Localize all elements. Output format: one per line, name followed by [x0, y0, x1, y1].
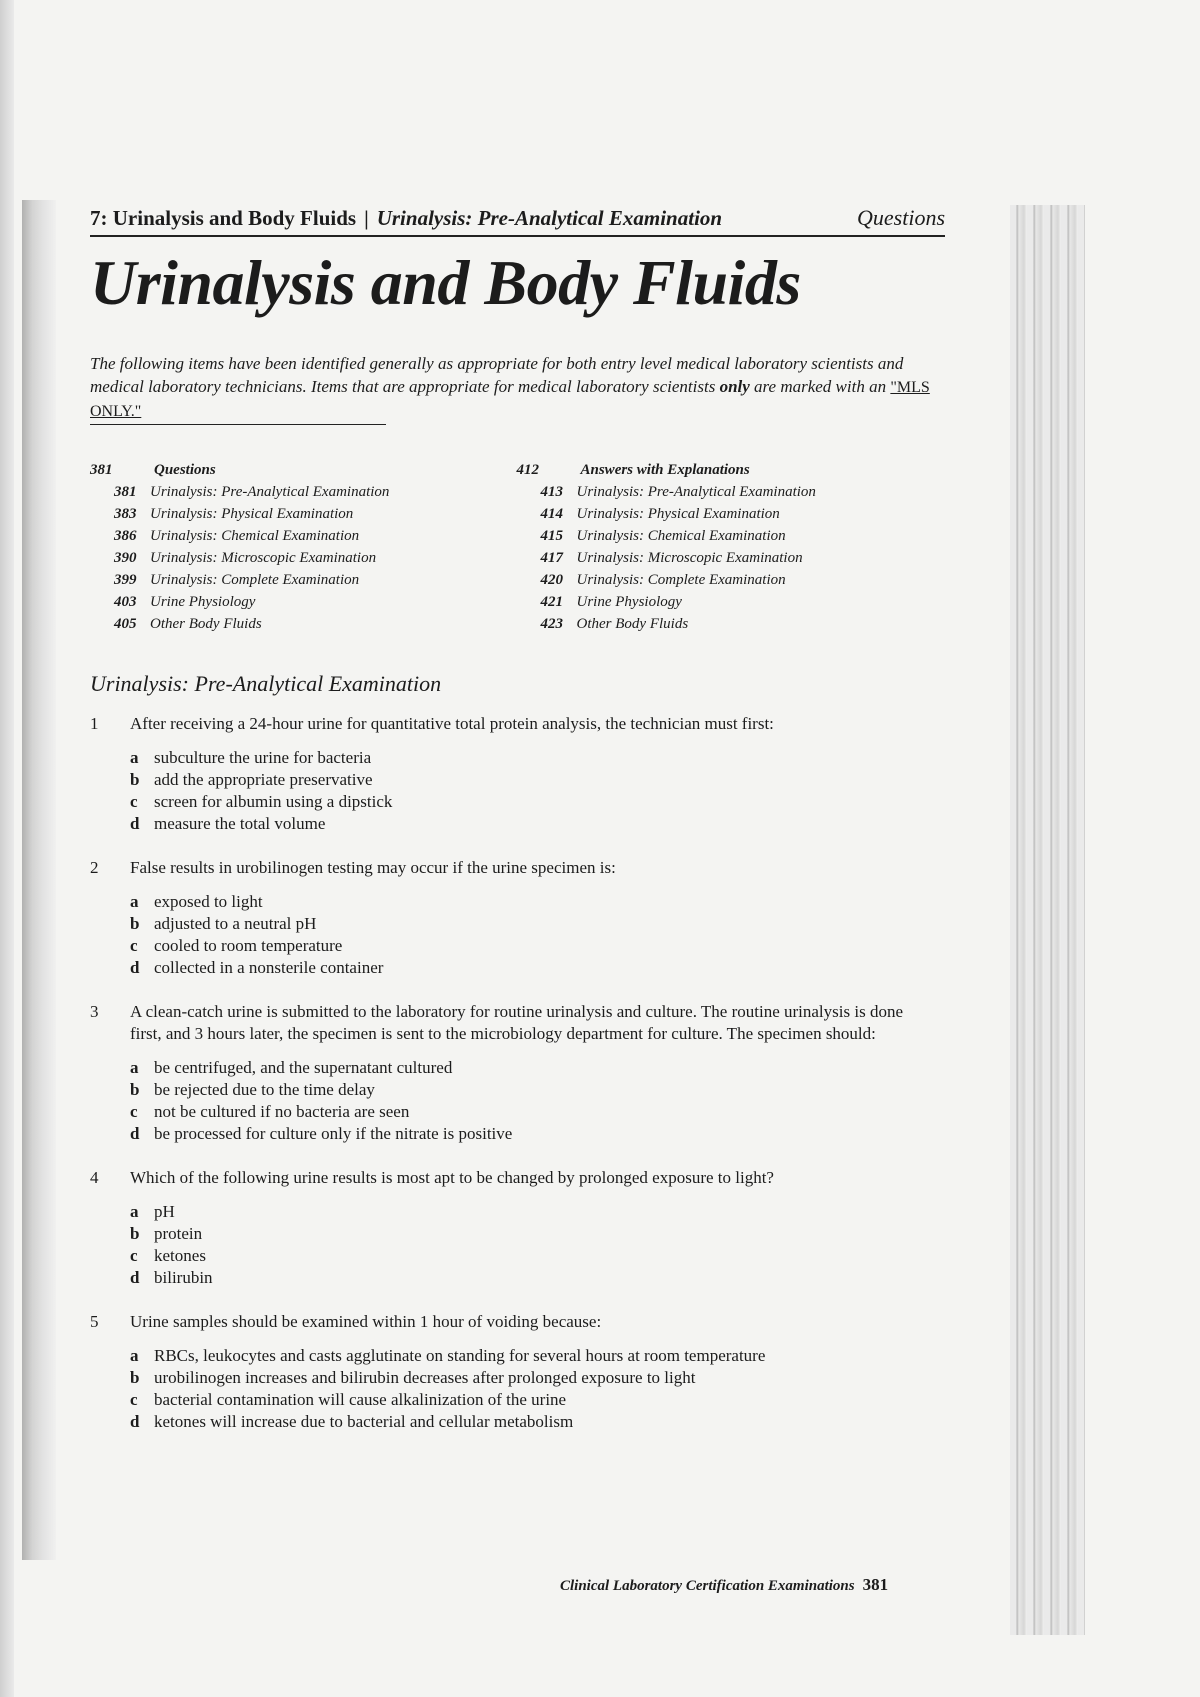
question [90, 713, 945, 835]
option-letter: b [130, 913, 140, 933]
option-text: bilirubin [154, 1267, 213, 1287]
option-letter: a [130, 1345, 139, 1365]
question-number: 5 [90, 1311, 99, 1331]
toc-item-page: 414 [540, 505, 563, 522]
page-number: 381 [862, 1575, 889, 1594]
answer-options [130, 1057, 930, 1145]
answer-options [130, 747, 930, 835]
option-letter: b [130, 1367, 140, 1387]
question-text: False results in urobilinogen testing may occur if the urine specimen is: [130, 857, 616, 877]
answer-option [130, 1411, 930, 1433]
option-letter: a [130, 891, 139, 911]
toc-item-label: Other Body Fluids [576, 615, 689, 632]
book-page [90, 205, 945, 1600]
toc-item-page: 403 [114, 593, 137, 610]
option-text: ketones [154, 1245, 206, 1265]
toc-item [517, 613, 946, 635]
toc-item-page: 413 [540, 483, 563, 500]
toc-item-page: 399 [114, 571, 137, 588]
intro-text-after: are marked with an [749, 376, 891, 396]
question [90, 1001, 945, 1145]
toc-item [517, 591, 946, 613]
option-letter: c [130, 1101, 138, 1121]
option-text: bacterial contamination will cause alkalinization of the urine [154, 1389, 567, 1409]
toc-page: 412 [516, 461, 539, 478]
toc-item-page: 415 [540, 527, 563, 544]
option-letter: d [130, 1411, 140, 1431]
scan-edge [0, 0, 14, 1697]
answer-option [130, 769, 930, 791]
intro-paragraph [90, 352, 950, 423]
running-header [90, 205, 945, 237]
intro-emphasis: only [719, 376, 750, 396]
toc-item [90, 547, 519, 569]
option-text: measure the total volume [154, 813, 326, 833]
page-title: Urinalysis and Body Fluids [90, 247, 801, 318]
toc-questions [90, 459, 519, 635]
toc-item [90, 591, 519, 613]
option-text: cooled to room temperature [154, 935, 343, 955]
header-separator: | [364, 206, 369, 230]
toc-item-label: Urine Physiology [150, 593, 256, 610]
answer-option [130, 1223, 930, 1245]
answer-option [130, 747, 930, 769]
question-text: Which of the following urine results is most apt to be changed by prolonged exposure to light? [130, 1167, 774, 1187]
question-list [90, 713, 945, 1433]
option-text: protein [154, 1223, 203, 1243]
toc-item-page: 421 [540, 593, 563, 610]
option-text: RBCs, leukocytes and casts agglutinate on standing for several hours at room temperature [154, 1345, 766, 1365]
toc-item [90, 569, 519, 591]
toc-heading-label: Answers with Explanations [580, 461, 750, 478]
option-text: add the appropriate preservative [154, 769, 373, 789]
answer-option [130, 1201, 930, 1223]
toc-item-label: Urinalysis: Microscopic Examination [150, 549, 377, 566]
toc-heading [517, 459, 946, 481]
option-text: pH [154, 1201, 175, 1221]
answer-option [130, 1123, 930, 1145]
answer-option [130, 1245, 930, 1267]
option-text: screen for albumin using a dipstick [154, 791, 393, 811]
book-binding-shadow-left [22, 200, 56, 1560]
question-number: 1 [90, 713, 99, 733]
intro-underline [90, 424, 386, 425]
toc-item [90, 525, 519, 547]
answer-option [130, 1057, 930, 1079]
option-text: not be cultured if no bacteria are seen [154, 1101, 410, 1121]
toc-item-label: Other Body Fluids [150, 615, 262, 632]
questions-label: Questions [857, 205, 945, 230]
option-letter: d [130, 813, 140, 833]
option-letter: c [130, 791, 138, 811]
section-label: Urinalysis: Pre-Analytical Examination [376, 206, 723, 230]
toc-item [517, 503, 946, 525]
question-text: A clean-catch urine is submitted to the laboratory for routine urinalysis and culture. The routine urinalysis is done first, and 3 hours later, the specimen is sent to the microbiology department for culture. The specimen should: [130, 1001, 903, 1043]
toc-item-label: Urinalysis: Physical Examination [576, 505, 780, 522]
toc-item-page: 390 [114, 549, 137, 566]
book-page-edges-right [1010, 205, 1085, 1635]
answer-option [130, 1345, 930, 1367]
toc-item-page: 386 [114, 527, 137, 544]
toc-item [90, 503, 519, 525]
chapter-label: 7: Urinalysis and Body Fluids [90, 206, 357, 230]
toc-item-page: 420 [540, 571, 563, 588]
question-text: After receiving a 24-hour urine for quantitative total protein analysis, the technician must first: [130, 713, 774, 733]
answer-option [130, 1267, 930, 1289]
option-text: urobilinogen increases and bilirubin decreases after prolonged exposure to light [154, 1367, 696, 1387]
toc-item-label: Urinalysis: Chemical Examination [150, 527, 360, 544]
toc-item [517, 525, 946, 547]
answer-options [130, 1345, 930, 1433]
option-text: subculture the urine for bacteria [154, 747, 372, 767]
answer-option [130, 1389, 930, 1411]
option-letter: b [130, 769, 140, 789]
intro-text: The following items have been identified generally as appropriate for both entry level medical laboratory scientists and medical laboratory technicians. Items that are appropriate for medical laboratory scientists [90, 353, 904, 396]
option-text: be rejected due to the time delay [154, 1079, 375, 1099]
answer-option [130, 813, 930, 835]
option-letter: c [130, 935, 138, 955]
option-text: be centrifuged, and the supernatant cultured [154, 1057, 453, 1077]
answer-options [130, 1201, 930, 1289]
option-letter: a [130, 1201, 139, 1221]
toc-item [517, 481, 946, 503]
mls-only-label: "MLS ONLY." [90, 378, 930, 420]
option-letter: c [130, 1389, 138, 1409]
toc-item-label: Urinalysis: Microscopic Examination [576, 549, 803, 566]
toc-answers [517, 459, 946, 635]
question-number: 4 [90, 1167, 99, 1187]
option-letter: b [130, 1223, 140, 1243]
toc-item [517, 569, 946, 591]
section-heading: Urinalysis: Pre-Analytical Examination [90, 670, 442, 696]
toc-item-page: 405 [114, 615, 137, 632]
option-letter: c [130, 1245, 138, 1265]
option-letter: d [130, 1267, 140, 1287]
option-letter: d [130, 1123, 140, 1143]
option-text: ketones will increase due to bacterial and cellular metabolism [154, 1411, 574, 1431]
option-letter: b [130, 1079, 140, 1099]
answer-option [130, 935, 930, 957]
question [90, 1311, 945, 1433]
question [90, 857, 945, 979]
answer-option [130, 1079, 930, 1101]
answer-options [130, 891, 930, 979]
toc-item [90, 481, 519, 503]
option-text: adjusted to a neutral pH [154, 913, 317, 933]
answer-option [130, 1101, 930, 1123]
option-letter: d [130, 957, 140, 977]
toc-heading [90, 459, 519, 481]
page-footer [560, 1575, 888, 1595]
toc-item-label: Urinalysis: Chemical Examination [576, 527, 786, 544]
option-letter: a [130, 747, 139, 767]
table-of-contents [90, 459, 945, 635]
question [90, 1167, 945, 1289]
answer-option [130, 913, 930, 935]
option-text: exposed to light [154, 891, 263, 911]
option-text: collected in a nonsterile container [154, 957, 384, 977]
toc-item-label: Urinalysis: Pre-Analytical Examination [150, 483, 390, 500]
toc-item-page: 381 [114, 483, 137, 500]
answer-option [130, 891, 930, 913]
question-text: Urine samples should be examined within 1 hour of voiding because: [130, 1311, 602, 1331]
answer-option [130, 1367, 930, 1389]
toc-item-label: Urine Physiology [576, 593, 682, 610]
toc-item [90, 613, 519, 635]
answer-option [130, 791, 930, 813]
question-number: 2 [90, 857, 99, 877]
toc-item-label: Urinalysis: Pre-Analytical Examination [576, 483, 816, 500]
option-text: be processed for culture only if the nitrate is positive [154, 1123, 513, 1143]
toc-item-label: Urinalysis: Complete Examination [576, 571, 786, 588]
book-title: Clinical Laboratory Certification Examinations [560, 1578, 855, 1594]
toc-item-page: 417 [540, 549, 563, 566]
toc-item-label: Urinalysis: Complete Examination [150, 571, 360, 588]
toc-item-label: Urinalysis: Physical Examination [150, 505, 354, 522]
toc-heading-label: Questions [154, 461, 216, 478]
toc-page: 381 [90, 461, 113, 478]
toc-item-page: 423 [540, 615, 563, 632]
answer-option [130, 957, 930, 979]
question-number: 3 [90, 1001, 99, 1021]
option-letter: a [130, 1057, 139, 1077]
toc-item-page: 383 [114, 505, 137, 522]
toc-item [517, 547, 946, 569]
